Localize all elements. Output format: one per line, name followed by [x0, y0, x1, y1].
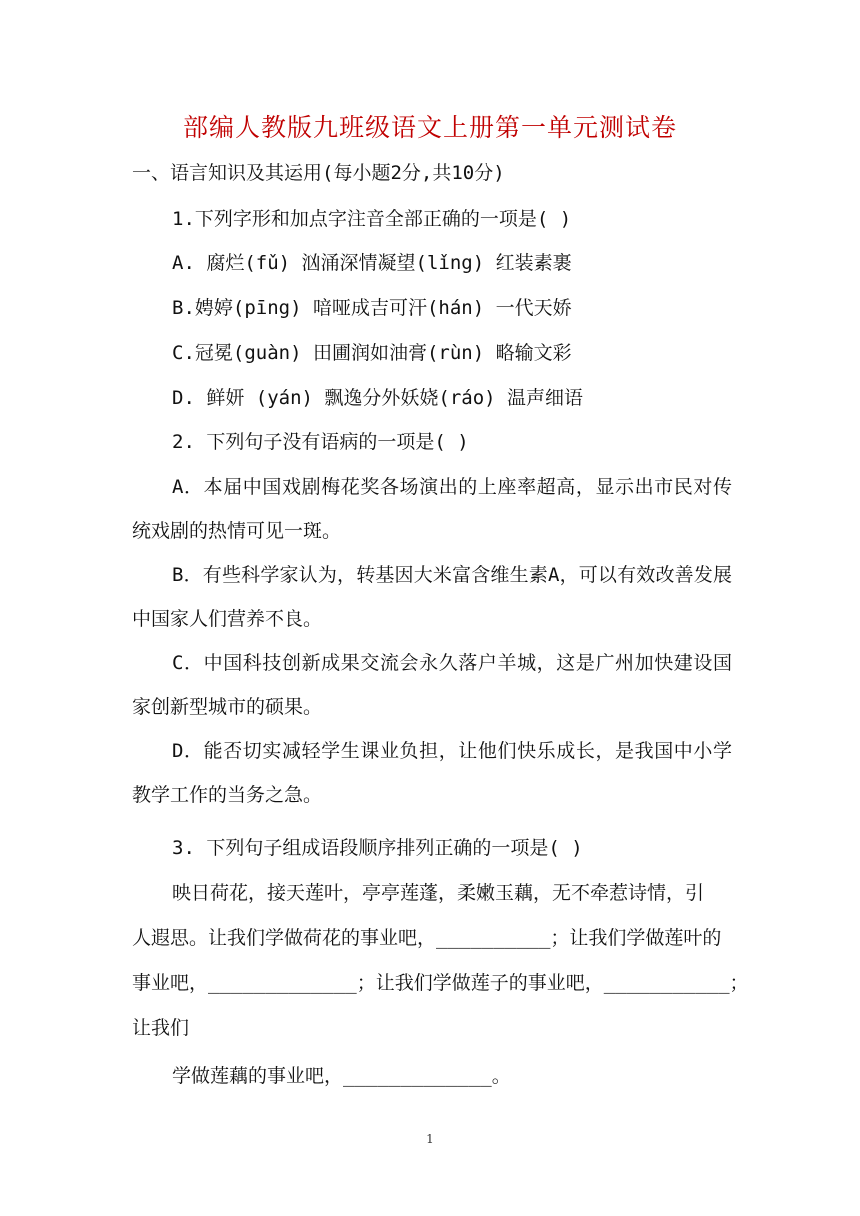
question-3-stem: 3. 下列句子组成语段顺序排列正确的一项是( ) — [172, 837, 583, 859]
question-3-passage-line: 学做莲藕的事业吧，_____________。 — [172, 1065, 511, 1087]
question-2-option-a: A．本届中国戏剧梅花奖各场演出的上座率超高，显示出市民对传统戏剧的热情可见一斑。 — [132, 476, 732, 542]
question-1-option-d: D. 鲜妍 (yán) 飘逸分外妖娆(ráo) 温声细语 — [172, 387, 584, 409]
section-heading: 一、语言知识及其运用(每小题2分,共10分) — [132, 162, 505, 184]
question-2-option-b: B．有些科学家认为，转基因大米富含维生素A，可以有效改善发展中国家人们营养不良。 — [132, 564, 732, 630]
question-1-option-c: C.冠冕(guàn) 田圃润如油膏(rùn) 略输文彩 — [172, 342, 572, 364]
page-number: 1 — [426, 1132, 434, 1146]
question-2-option-c: C．中国科技创新成果交流会永久落户羊城，这是广州加快建设国家创新型城市的硕果。 — [132, 652, 732, 718]
document-title: 部编人教版九班级语文上册第一单元测试卷 — [182, 113, 677, 142]
question-3-passage-line: 人遐思。让我们学做荷花的事业吧，__________；让我们学做莲叶的 — [132, 927, 722, 949]
question-3-passage-line: 让我们 — [132, 1017, 190, 1039]
question-2-option-d: D．能否切实减轻学生课业负担，让他们快乐成长，是我国中小学教学工作的当务之急。 — [132, 740, 732, 806]
question-3-passage-line: 事业吧，_____________；让我们学做莲子的事业吧，___________； — [132, 972, 749, 994]
question-1-option-a: A. 腐烂(fǔ) 汹涌深情凝望(lǐng) 红装素裹 — [172, 252, 572, 274]
question-1-stem: 1.下列字形和加点字注音全部正确的一项是( ) — [172, 208, 572, 230]
question-3-passage-line: 映日荷花，接天莲叶，亭亭莲蓬，柔嫩玉藕，无不牵惹诗情，引 — [172, 882, 705, 904]
question-2-stem: 2. 下列句子没有语病的一项是( ) — [172, 431, 469, 453]
question-1-option-b: B.娉婷(pīng) 喑哑成吉可汗(hán) 一代天娇 — [172, 297, 572, 319]
